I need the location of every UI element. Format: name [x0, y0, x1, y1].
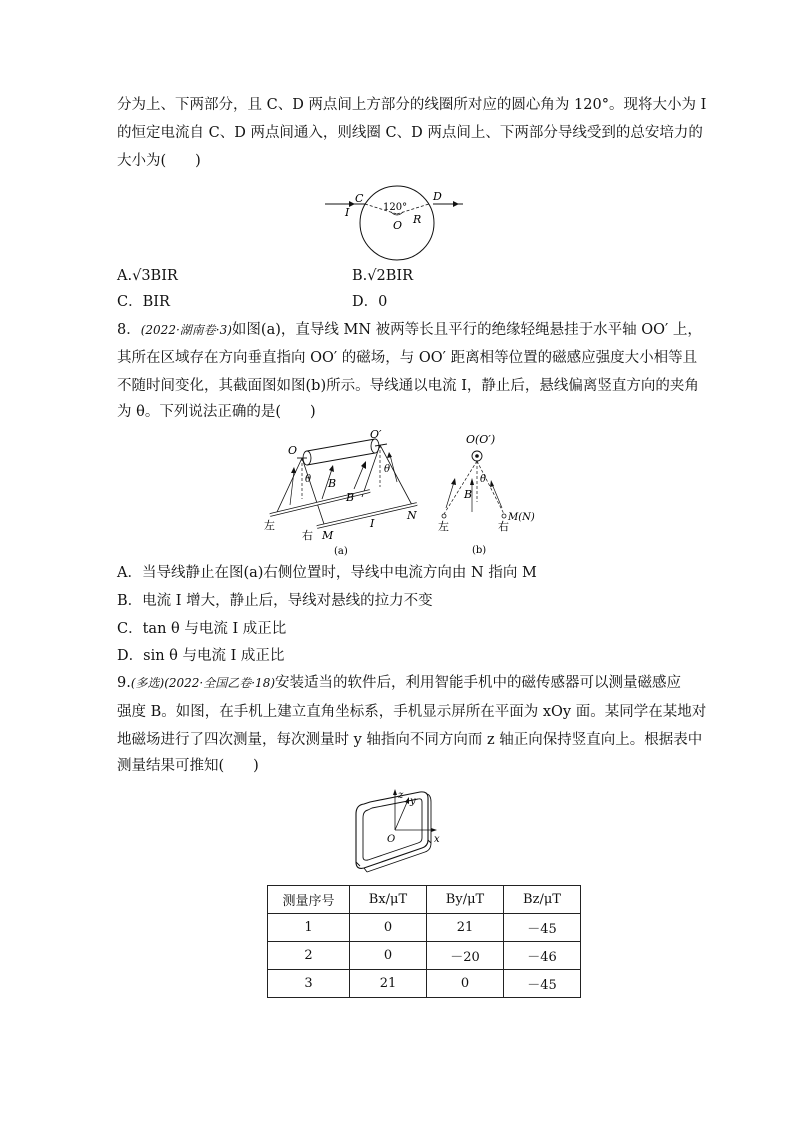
q8b-label-theta: θ: [480, 474, 487, 485]
q8a-label-theta-right: θ: [384, 464, 391, 475]
q8-text-line1: [117, 320, 702, 340]
q7-label-d: D: [433, 190, 442, 203]
q8a-label-o: O: [288, 444, 298, 457]
table-cell: 2: [268, 942, 350, 970]
q8-source: (2022·湖南卷·3): [140, 323, 232, 337]
q8b-label-mn: M(N): [508, 512, 535, 523]
q8a-label-b1: B: [328, 477, 337, 490]
q9-phone-figure: [350, 780, 450, 880]
table-cell: －45: [504, 914, 581, 942]
q9-label-o: O: [387, 834, 396, 845]
q7-label-r: R: [413, 213, 422, 226]
table-header-cell: 测量序号: [268, 886, 350, 914]
table-row: [268, 970, 581, 998]
q9-label-z: z: [398, 790, 404, 801]
table-header-cell: Bx/μT: [350, 886, 427, 914]
q7-text-line3: 大小为( ): [117, 153, 201, 169]
q8a-label-theta-left: θ: [305, 474, 312, 485]
q8-figure-b: [432, 432, 542, 557]
q8-option-d: D．sin θ 与电流 I 成正比: [117, 648, 285, 664]
q9-text-line1: [117, 673, 681, 693]
table-cell: 0: [350, 914, 427, 942]
q9-text-line4: 测量结果可推知( ): [117, 758, 259, 774]
q8b-caption: (b): [472, 545, 487, 556]
q7-option-a: A.√3BIR: [117, 268, 178, 284]
table-header-row: [268, 886, 581, 914]
q7-option-d: D．0: [352, 294, 388, 310]
table-cell: 0: [350, 942, 427, 970]
q8-option-b: B．电流 I 增大，静止后，导线对悬线的拉力不变: [117, 593, 433, 609]
q9-number: 9.: [117, 675, 131, 691]
q8a-label-o-prime: O′: [370, 428, 382, 441]
q9-label-y: y: [410, 796, 416, 807]
q7-text-line1: 分为上、下两部分，且 C、D 两点间上方部分的线圈所对应的圆心角为 120°。现将大小为 I: [117, 97, 707, 113]
q8a-label-left: 左: [264, 519, 275, 532]
table-cell: －46: [504, 942, 581, 970]
q7-option-b: B.√2BIR: [352, 268, 414, 284]
q7-option-c: C．BIR: [117, 294, 170, 310]
table-cell: 21: [350, 970, 427, 998]
q7-text-line2: 的恒定电流自 C、D 两点间通入，则线圈 C、D 两点间上、下两部分导线受到的总安培力的: [117, 125, 703, 141]
q8a-label-n: N: [407, 509, 417, 522]
table-cell: 0: [427, 970, 504, 998]
q9-line1-text: 安装适当的软件后，利用智能手机中的磁传感器可以测量磁感应: [275, 675, 682, 691]
q8-text-line3: 不随时间变化，其截面图如图(b)所示。导线通以电流 I，静止后，悬线偏离竖直方向的夹角: [117, 378, 699, 394]
q7-coil-figure: [325, 183, 465, 263]
table-cell: －45: [504, 970, 581, 998]
q7-label-o: O: [393, 219, 403, 232]
q8-text-line4: 为 θ。下列说法正确的是( ): [117, 404, 316, 420]
q9-source: (多选)(2022·全国乙卷·18): [130, 676, 276, 690]
q8b-label-right: 右: [498, 520, 509, 533]
q8b-label-o: O(O′): [466, 433, 496, 446]
q8b-label-left: 左: [438, 520, 449, 533]
q9-text-line3: 地磁场进行了四次测量，每次测量时 y 轴指向不同方向而 z 轴正向保持竖直向上。根据表中: [117, 732, 703, 748]
q8-option-a: A．当导线静止在图(a)右侧位置时，导线中电流方向由 N 指向 M: [117, 565, 537, 581]
table-header-cell: Bz/μT: [504, 886, 581, 914]
q9-label-x: x: [434, 834, 440, 845]
q8-text-line2: 其所在区域存在方向垂直指向 OO′ 的磁场，与 OO′ 距离相等位置的磁感应强度大小相等且: [117, 350, 698, 366]
q9-measurement-table: [267, 885, 581, 998]
table-cell: 1: [268, 914, 350, 942]
q8a-label-right: 右: [302, 529, 313, 542]
q8a-label-i: I: [370, 517, 375, 530]
q8-option-c: C．tan θ 与电流 I 成正比: [117, 621, 287, 637]
table-cell: 3: [268, 970, 350, 998]
q8b-label-b: B: [464, 488, 473, 501]
table-cell: 21: [427, 914, 504, 942]
table-row: [268, 942, 581, 970]
q8a-label-m: M: [322, 529, 334, 542]
q9-text-line2: 强度 B。如图，在手机上建立直角坐标系，手机显示屏所在平面为 xOy 面。某同学在某地对: [117, 704, 707, 720]
q7-label-i: I: [345, 206, 350, 219]
q8a-label-b2: B: [346, 491, 355, 504]
q7-label-c: C: [355, 192, 364, 205]
q8a-caption: (a): [334, 546, 348, 557]
q8-figure-a: [262, 427, 432, 557]
q7-label-angle: 120°: [383, 202, 408, 213]
table-row: [268, 914, 581, 942]
table-header-cell: By/μT: [427, 886, 504, 914]
table-cell: －20: [427, 942, 504, 970]
q8-line1-text: 如图(a)，直导线 MN 被两等长且平行的绝缘轻绳悬挂于水平轴 OO′ 上，: [231, 322, 702, 338]
q8-number: 8．: [117, 322, 141, 338]
